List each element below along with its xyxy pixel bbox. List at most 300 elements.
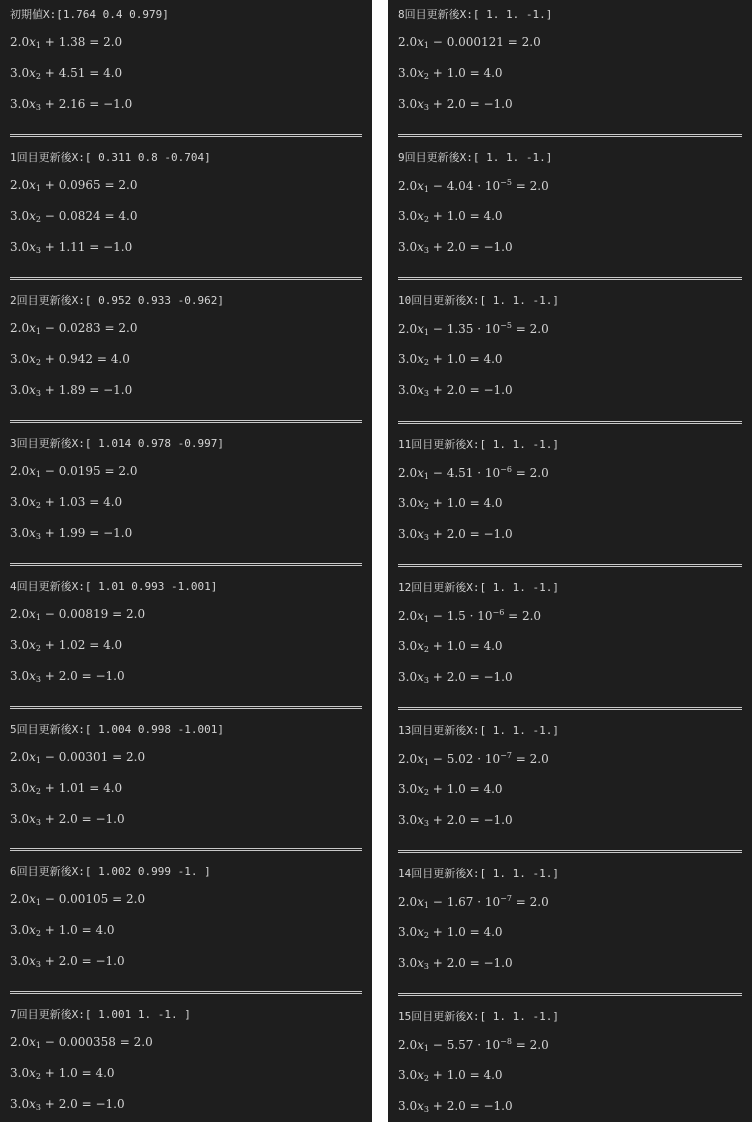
equation-3 <box>398 527 513 542</box>
equation-variable: x <box>29 780 36 795</box>
equation-variable: x <box>417 1038 424 1053</box>
equation-operator: − <box>44 1035 55 1050</box>
equation-1 <box>10 607 145 622</box>
equation-variable: x <box>417 35 424 49</box>
separator-line <box>398 850 742 853</box>
equation-rhs: = −1.0 <box>81 668 125 683</box>
equation-rhs: = 2.0 <box>515 179 549 194</box>
equation-operator: + <box>44 66 55 80</box>
equation-subscript: 2 <box>423 72 429 81</box>
equation-2 <box>10 1066 115 1081</box>
equation-subscript: 2 <box>35 643 41 653</box>
equation-subscript: 2 <box>35 500 41 510</box>
equation-rhs: = 2.0 <box>515 322 549 337</box>
equation-3 <box>10 1097 125 1112</box>
equation-1 <box>398 894 549 910</box>
equation-rhs: = 2.0 <box>104 177 138 192</box>
iteration-block <box>0 1000 372 1122</box>
iteration-block <box>0 572 372 715</box>
equation-residual: 0.942 <box>58 351 94 366</box>
equation-variable: x <box>29 382 36 397</box>
equation-subscript: 3 <box>35 388 41 398</box>
iteration-block <box>0 0 372 143</box>
equation-operator: + <box>432 669 443 684</box>
separator-line <box>398 707 742 710</box>
equation-subscript: 3 <box>35 531 41 541</box>
equation-rhs: = 2.0 <box>119 1035 153 1050</box>
equation-variable: x <box>29 892 36 907</box>
equation-3 <box>10 669 125 684</box>
equation-operator: + <box>44 525 55 540</box>
equation-subscript: 2 <box>423 501 429 511</box>
equation-residual: 0.00819 <box>58 606 109 621</box>
equation-2 <box>398 209 503 224</box>
equation-coefficient: 3.0 <box>398 638 418 653</box>
equation-coefficient: 2.0 <box>10 320 30 335</box>
equation-rhs: = 4.0 <box>469 66 503 80</box>
equation-subscript: 2 <box>35 214 41 224</box>
equation-operator: − <box>44 749 55 764</box>
equation-residual: 1.38 <box>58 35 86 49</box>
equation-residual: 1.0 <box>446 925 466 940</box>
equation-rhs: = −1.0 <box>469 669 513 684</box>
equation-subscript: 2 <box>423 931 429 941</box>
equation-2 <box>398 639 503 654</box>
equation-rhs: = −1.0 <box>469 240 513 255</box>
iteration-header: 3回目更新後X:[ 1.014 0.978 -0.997] <box>10 436 224 450</box>
equation-subscript: 1 <box>35 326 41 336</box>
equation-residual: 0.00301 <box>58 749 109 764</box>
equation-subscript: 1 <box>423 758 429 767</box>
equation-coefficient: 3.0 <box>398 925 418 940</box>
equation-residual: 1.0 <box>446 495 466 510</box>
equation-2 <box>10 638 122 653</box>
equation-1 <box>10 1035 153 1050</box>
separator-line <box>10 848 362 851</box>
equation-1 <box>398 321 549 337</box>
equation-variable: x <box>417 956 424 971</box>
equation-3 <box>398 1099 513 1114</box>
equation-rhs: = −1.0 <box>469 97 513 111</box>
equation-operator: + <box>44 177 55 192</box>
separator-line <box>10 991 362 994</box>
equation-1 <box>398 751 549 767</box>
equation-rhs: = −1.0 <box>89 382 133 397</box>
equation-operator: + <box>432 352 443 367</box>
equation-rhs: = 2.0 <box>112 892 146 907</box>
equation-residual: 0.00105 <box>58 892 109 907</box>
equation-3 <box>10 812 125 827</box>
iteration-block <box>388 430 752 573</box>
equation-operator: + <box>44 1066 55 1081</box>
equation-residual: 2.0 <box>446 526 466 541</box>
equation-2 <box>398 66 503 81</box>
equation-subscript: 2 <box>423 1074 429 1084</box>
equation-2 <box>10 923 115 938</box>
equation-residual: 1.01 <box>58 780 86 795</box>
equation-residual: 1.03 <box>58 494 86 509</box>
equation-rhs: = 4.0 <box>469 782 503 796</box>
equation-coefficient: 3.0 <box>10 1097 30 1112</box>
iteration-block <box>388 859 752 1002</box>
iteration-header: 11回目更新後X:[ 1. 1. -1.] <box>398 437 559 451</box>
iteration-block <box>0 857 372 1000</box>
equation-rhs: = −1.0 <box>469 813 513 827</box>
equation-coefficient: 2.0 <box>10 463 30 478</box>
equation-operator: − <box>44 463 55 478</box>
equation-subscript: 3 <box>35 674 41 684</box>
iteration-header: 7回目更新後X:[ 1.001 1. -1. ] <box>10 1008 191 1022</box>
equation-subscript: 2 <box>423 644 429 654</box>
equation-coefficient: 2.0 <box>398 895 418 910</box>
equation-1 <box>10 892 145 907</box>
equation-3 <box>10 97 132 112</box>
equation-operator: − <box>44 320 55 335</box>
equation-subscript: 3 <box>423 675 429 685</box>
equation-subscript: 1 <box>35 1041 41 1051</box>
equation-rhs: = 2.0 <box>104 463 138 478</box>
separator-line <box>398 993 742 996</box>
equation-coefficient: 3.0 <box>398 813 418 827</box>
equation-operator: + <box>44 780 55 795</box>
equation-subscript: 1 <box>423 1044 429 1054</box>
equation-2 <box>10 66 122 81</box>
equation-variable: x <box>29 923 36 938</box>
separator-line <box>10 563 362 566</box>
equation-residual: 1.89 <box>58 382 86 397</box>
equation-variable: x <box>29 35 36 49</box>
equation-variable: x <box>417 526 424 541</box>
equation-operator: − <box>432 752 443 766</box>
equation-subscript: 3 <box>423 103 429 112</box>
equation-subscript: 2 <box>35 357 41 367</box>
equation-subscript: 1 <box>35 469 41 479</box>
equation-operator: + <box>44 351 55 366</box>
iteration-block <box>388 0 752 143</box>
equation-residual: 4.04 · 10 <box>446 179 501 194</box>
equation-subscript: 3 <box>423 389 429 399</box>
equation-residual: 0.0824 <box>58 208 101 223</box>
equation-rhs: = 2.0 <box>89 35 123 49</box>
equation-coefficient: 3.0 <box>10 66 30 80</box>
equation-variable: x <box>29 811 36 826</box>
equation-residual: 2.0 <box>58 811 78 826</box>
equation-operator: + <box>432 495 443 510</box>
equation-operator: − <box>432 1038 443 1053</box>
equation-variable: x <box>417 813 424 827</box>
equation-variable: x <box>29 463 36 478</box>
equation-residual: 2.0 <box>446 956 466 971</box>
equation-operator: + <box>432 813 443 827</box>
equation-coefficient: 3.0 <box>10 811 30 826</box>
equation-operator: + <box>432 97 443 111</box>
equation-residual: 1.02 <box>58 637 86 652</box>
equation-2 <box>10 352 130 367</box>
equation-variable: x <box>417 383 424 398</box>
separator-line <box>398 564 742 567</box>
equation-subscript: 1 <box>35 755 41 765</box>
equation-residual: 1.5 · 10 <box>446 608 493 623</box>
equation-rhs: = 4.0 <box>469 209 503 224</box>
equation-coefficient: 3.0 <box>10 97 30 111</box>
equation-operator: + <box>432 1068 443 1083</box>
equation-coefficient: 3.0 <box>398 66 418 80</box>
equation-variable: x <box>417 608 424 623</box>
equation-coefficient: 2.0 <box>10 606 30 621</box>
equation-residual: 1.0 <box>446 352 466 367</box>
equation-residual: 2.0 <box>446 813 466 827</box>
equation-operator: − <box>44 892 55 907</box>
equation-residual: 2.0 <box>58 954 78 969</box>
equation-variable: x <box>417 495 424 510</box>
equation-rhs: = 2.0 <box>515 465 549 480</box>
iteration-header: 初期値X:[1.764 0.4 0.979] <box>10 8 169 21</box>
equation-coefficient: 3.0 <box>398 1099 418 1114</box>
equation-subscript: 1 <box>423 901 429 911</box>
equation-coefficient: 3.0 <box>398 209 418 224</box>
equation-variable: x <box>417 209 424 224</box>
equation-subscript: 3 <box>35 103 41 112</box>
iteration-header: 12回目更新後X:[ 1. 1. -1.] <box>398 580 559 594</box>
equation-coefficient: 3.0 <box>10 954 30 969</box>
equation-operator: + <box>432 925 443 940</box>
equation-subscript: 3 <box>423 246 429 256</box>
equation-exponent: −6 <box>500 464 512 474</box>
equation-variable: x <box>29 177 36 192</box>
equation-operator: + <box>44 35 55 49</box>
equation-2 <box>398 496 503 511</box>
separator-line <box>398 134 742 137</box>
equation-residual: 0.000358 <box>58 1035 116 1050</box>
equation-coefficient: 3.0 <box>10 208 30 223</box>
equation-coefficient: 3.0 <box>10 780 30 795</box>
equation-variable: x <box>29 494 36 509</box>
equation-exponent: −7 <box>500 894 512 904</box>
equation-3 <box>398 956 513 971</box>
equation-1 <box>10 750 145 765</box>
equation-3 <box>398 813 513 828</box>
equation-operator: + <box>432 782 443 796</box>
equation-coefficient: 3.0 <box>398 97 418 111</box>
equation-3 <box>398 97 513 112</box>
equation-subscript: 1 <box>423 471 429 481</box>
equation-residual: 2.0 <box>446 383 466 398</box>
equation-variable: x <box>417 240 424 255</box>
equation-rhs: = 2.0 <box>515 752 549 766</box>
equation-subscript: 2 <box>35 929 41 939</box>
separator-line <box>10 134 362 137</box>
equation-rhs: = 4.0 <box>89 66 123 80</box>
equation-subscript: 3 <box>423 819 429 828</box>
equation-1 <box>398 178 549 194</box>
equation-rhs: = −1.0 <box>469 956 513 971</box>
equation-3 <box>10 240 132 255</box>
right-output-panel <box>388 0 752 1122</box>
equation-rhs: = −1.0 <box>81 1097 125 1112</box>
equation-operator: − <box>432 35 443 49</box>
equation-operator: + <box>432 638 443 653</box>
equation-variable: x <box>417 66 424 80</box>
iteration-header: 8回目更新後X:[ 1. 1. -1.] <box>398 8 553 21</box>
equation-coefficient: 2.0 <box>10 177 30 192</box>
equation-coefficient: 3.0 <box>10 1066 30 1081</box>
equation-exponent: −5 <box>500 178 512 188</box>
equation-operator: + <box>44 923 55 938</box>
equation-rhs: = 4.0 <box>469 638 503 653</box>
equation-variable: x <box>417 669 424 684</box>
iteration-block <box>388 1002 752 1122</box>
equation-variable: x <box>29 208 36 223</box>
equation-residual: 4.51 <box>58 66 86 80</box>
equation-coefficient: 3.0 <box>10 494 30 509</box>
equation-rhs: = 2.0 <box>112 606 146 621</box>
equation-operator: + <box>432 956 443 971</box>
equation-rhs: = −1.0 <box>81 954 125 969</box>
equation-rhs: = 2.0 <box>515 895 549 910</box>
equation-residual: 0.0195 <box>58 463 101 478</box>
equation-coefficient: 2.0 <box>10 35 30 49</box>
equation-residual: 0.0965 <box>58 177 101 192</box>
equation-3 <box>398 383 513 398</box>
equation-variable: x <box>417 352 424 367</box>
equation-subscript: 2 <box>423 788 429 797</box>
equation-residual: 0.000121 <box>446 35 504 49</box>
equation-residual: 2.0 <box>446 1099 466 1114</box>
equation-operator: + <box>432 1099 443 1114</box>
equation-residual: 1.0 <box>58 1066 78 1081</box>
equation-coefficient: 3.0 <box>10 923 30 938</box>
equation-coefficient: 3.0 <box>10 382 30 397</box>
equation-rhs: = −1.0 <box>81 811 125 826</box>
equation-2 <box>398 352 503 367</box>
equation-2 <box>10 781 122 796</box>
equation-variable: x <box>29 351 36 366</box>
equation-coefficient: 3.0 <box>398 240 418 255</box>
equation-subscript: 1 <box>35 183 41 193</box>
equation-residual: 2.0 <box>446 97 466 111</box>
equation-residual: 1.0 <box>446 66 466 80</box>
equation-residual: 2.16 <box>58 97 86 111</box>
equation-1 <box>10 35 122 50</box>
iteration-header: 1回目更新後X:[ 0.311 0.8 -0.704] <box>10 150 211 164</box>
iteration-block <box>388 573 752 716</box>
equation-variable: x <box>29 66 36 80</box>
equation-coefficient: 3.0 <box>398 1068 418 1083</box>
equation-operator: + <box>44 637 55 652</box>
equation-rhs: = 4.0 <box>89 494 123 509</box>
equation-operator: + <box>44 494 55 509</box>
equation-2 <box>398 782 503 797</box>
equation-rhs: = −1.0 <box>469 1099 513 1114</box>
equation-rhs: = 4.0 <box>469 495 503 510</box>
equation-subscript: 1 <box>35 41 41 50</box>
iteration-header: 15回目更新後X:[ 1. 1. -1.] <box>398 1010 559 1024</box>
separator-line <box>10 706 362 709</box>
equation-subscript: 1 <box>35 612 41 622</box>
equation-coefficient: 2.0 <box>398 322 418 337</box>
equation-variable: x <box>417 638 424 653</box>
equation-operator: + <box>44 239 55 254</box>
equation-operator: + <box>432 383 443 398</box>
equation-rhs: = 4.0 <box>104 208 138 223</box>
equation-subscript: 3 <box>423 962 429 972</box>
equation-coefficient: 3.0 <box>10 637 30 652</box>
equation-1 <box>10 464 137 479</box>
iteration-header: 6回目更新後X:[ 1.002 0.999 -1. ] <box>10 865 211 879</box>
equation-residual: 1.0 <box>58 923 78 938</box>
equation-variable: x <box>417 925 424 940</box>
equation-variable: x <box>417 179 424 194</box>
equation-subscript: 1 <box>423 41 429 50</box>
equation-subscript: 3 <box>35 817 41 827</box>
equation-coefficient: 2.0 <box>10 749 30 764</box>
equation-variable: x <box>417 895 424 910</box>
equation-3 <box>398 240 513 255</box>
equation-residual: 2.0 <box>446 669 466 684</box>
equation-rhs: = −1.0 <box>469 383 513 398</box>
iteration-block <box>388 716 752 859</box>
equation-subscript: 1 <box>35 898 41 908</box>
equation-2 <box>398 1068 503 1083</box>
equation-3 <box>10 383 132 398</box>
equation-coefficient: 2.0 <box>398 465 418 480</box>
equation-coefficient: 3.0 <box>398 669 418 684</box>
equation-3 <box>10 526 132 541</box>
equation-variable: x <box>29 1035 36 1050</box>
equation-coefficient: 2.0 <box>10 1035 30 1050</box>
equation-residual: 1.67 · 10 <box>446 895 501 910</box>
equation-residual: 4.51 · 10 <box>446 465 501 480</box>
equation-residual: 2.0 <box>58 668 78 683</box>
equation-residual: 1.0 <box>446 209 466 224</box>
equation-coefficient: 3.0 <box>398 383 418 398</box>
equation-subscript: 3 <box>35 245 41 255</box>
equation-coefficient: 2.0 <box>398 1038 418 1053</box>
equation-variable: x <box>417 1068 424 1083</box>
equation-subscript: 2 <box>35 786 41 796</box>
equation-variable: x <box>29 239 36 254</box>
equation-operator: − <box>44 606 55 621</box>
equation-rhs: = 4.0 <box>89 780 123 795</box>
equation-coefficient: 3.0 <box>10 351 30 366</box>
equation-rhs: = 4.0 <box>469 352 503 367</box>
iteration-header: 2回目更新後X:[ 0.952 0.933 -0.962] <box>10 293 224 307</box>
equation-subscript: 1 <box>423 328 429 338</box>
iteration-block <box>0 286 372 429</box>
equation-variable: x <box>29 1066 36 1081</box>
equation-subscript: 2 <box>35 1072 41 1082</box>
equation-1 <box>10 321 137 336</box>
equation-variable: x <box>29 606 36 621</box>
equation-operator: + <box>44 1097 55 1112</box>
equation-variable: x <box>417 322 424 337</box>
equation-rhs: = 2.0 <box>515 1038 549 1053</box>
equation-operator: + <box>44 97 55 111</box>
equation-coefficient: 2.0 <box>398 608 418 623</box>
equation-variable: x <box>29 749 36 764</box>
equation-exponent: −8 <box>500 1037 512 1047</box>
equation-rhs: = −1.0 <box>89 525 133 540</box>
equation-residual: 2.0 <box>446 240 466 255</box>
equation-residual: 5.02 · 10 <box>446 752 501 766</box>
equation-coefficient: 2.0 <box>398 179 418 194</box>
iteration-header: 9回目更新後X:[ 1. 1. -1.] <box>398 151 553 165</box>
separator-line <box>10 420 362 423</box>
equation-subscript: 1 <box>423 185 429 195</box>
equation-coefficient: 3.0 <box>10 239 30 254</box>
equation-subscript: 2 <box>423 358 429 368</box>
separator-line <box>398 277 742 280</box>
